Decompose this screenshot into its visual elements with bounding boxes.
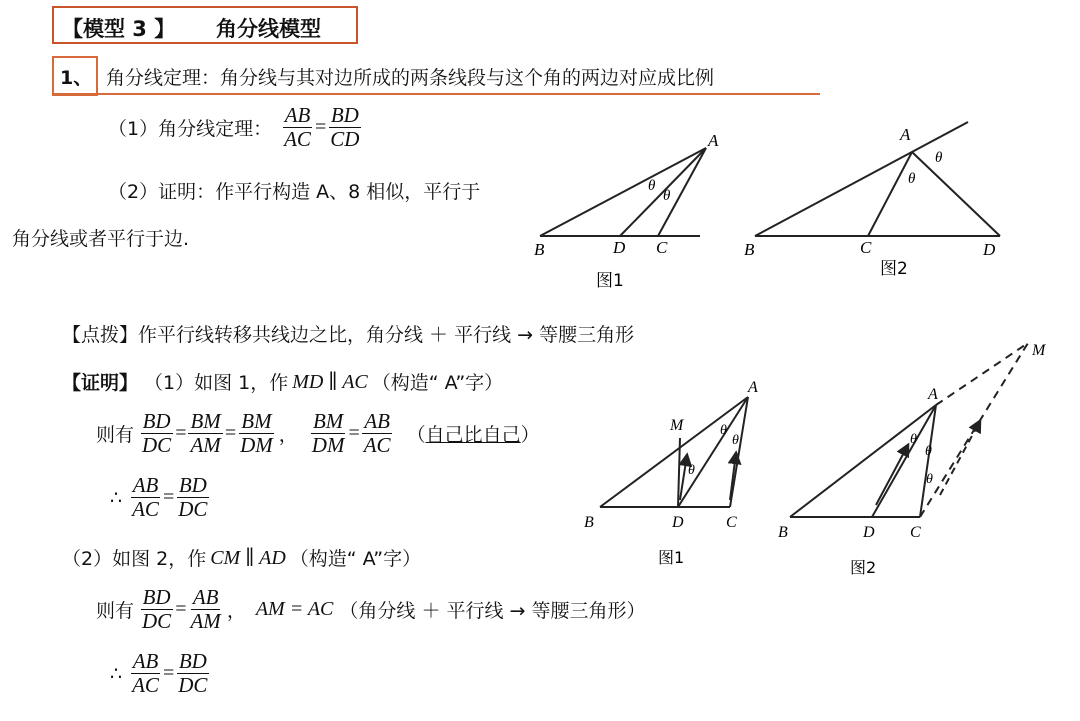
frac-num: BM <box>241 409 272 433</box>
label-b: B <box>744 240 755 259</box>
label-a: A <box>928 386 938 403</box>
theta-label: θ <box>926 472 933 487</box>
comma: ， <box>278 424 298 447</box>
label-a: A <box>748 379 758 396</box>
bottom-figure-1 <box>584 379 758 567</box>
frac-num: BM <box>190 409 221 433</box>
frac-den: DC <box>142 433 172 458</box>
theta-label: θ <box>720 423 727 438</box>
conclusion-1 <box>110 474 209 521</box>
frac-den: AC <box>132 673 159 698</box>
equals-sign: = <box>162 486 175 509</box>
model-title-box <box>52 6 358 44</box>
equals-sign: = <box>314 116 327 139</box>
frac-num: AB <box>132 649 159 673</box>
theta-label: θ <box>663 188 671 204</box>
am-equals-ac: AM = AC <box>255 598 334 621</box>
frac-num: BD <box>142 409 171 433</box>
parallel-md-ac: MD ∥ AC <box>292 371 368 393</box>
section-number: 1、 <box>60 67 93 89</box>
fraction-bd-cd <box>328 104 361 151</box>
equals-sign: = <box>162 662 175 685</box>
then-label: 则有 <box>96 600 135 623</box>
label-a: A <box>900 125 911 144</box>
top-figure-1 <box>534 131 719 291</box>
frac-num: BD <box>142 585 171 609</box>
tip-line: 【点拨】作平行线转移共线边之比，角分线 ＋ 平行线 → 等腰三角形 <box>62 324 635 346</box>
label-d: D <box>983 240 996 259</box>
top-figure-2 <box>744 122 1000 279</box>
top-figures <box>520 110 1020 295</box>
model-title: 角分线模型 <box>216 17 321 41</box>
label-c: C <box>656 238 668 257</box>
label-b: B <box>584 514 594 531</box>
proof-method-line1: （2）证明：作平行构造 A、8 相似，平行于 <box>108 181 481 203</box>
figure-caption: 图1 <box>658 548 685 567</box>
therefore-symbol: ∴ <box>110 486 123 509</box>
fraction <box>140 586 173 633</box>
fraction-ab-ac <box>282 104 313 151</box>
label-m: M <box>1032 342 1046 359</box>
fraction <box>176 474 209 521</box>
comma: ， <box>226 600 246 623</box>
theta-label: θ <box>908 171 916 187</box>
proof-step-1 <box>62 368 503 395</box>
theta-label: θ <box>935 150 943 166</box>
label-d: D <box>863 524 875 541</box>
figure-caption: 图2 <box>850 558 877 577</box>
frac-den: AC <box>132 497 159 522</box>
fraction <box>140 410 173 457</box>
frac-num: AB <box>192 585 219 609</box>
fraction <box>310 410 347 457</box>
section-heading: 角分线定理：角分线与其对边所成的两条线段与这个角的两边对应成比例 <box>106 67 715 89</box>
frac-num: AB <box>132 473 159 497</box>
label-d: D <box>672 514 684 531</box>
equals-sign: = <box>175 422 187 445</box>
proof-step-2-tail: （构造“ A”字） <box>289 548 422 570</box>
section-underline <box>52 93 820 95</box>
theorem-statement <box>108 104 361 151</box>
bottom-figures <box>570 335 1070 585</box>
fraction <box>130 474 161 521</box>
model-number: 【模型 3 】 <box>62 17 176 41</box>
proof-method-line2: 角分线或者平行于边. <box>12 228 190 250</box>
label-b: B <box>778 524 788 541</box>
theta-label: θ <box>648 178 656 194</box>
theta-label: θ <box>732 433 739 448</box>
label-d: D <box>613 238 626 257</box>
frac-num: AB <box>364 409 390 433</box>
label-a: A <box>708 131 719 150</box>
frac-num: BM <box>312 409 344 433</box>
proof-step-1-tail: （构造“ A”字） <box>371 372 504 394</box>
section-divider <box>96 56 98 94</box>
fraction <box>176 650 209 697</box>
equals-sign: = <box>224 422 237 445</box>
frac-den: AC <box>363 433 391 458</box>
frac-num: BD <box>178 649 207 673</box>
label-b: B <box>534 240 545 259</box>
frac-den: DM <box>240 433 273 458</box>
label-c: C <box>910 524 921 541</box>
label-m: M <box>670 417 684 434</box>
label-c: C <box>726 514 737 531</box>
frac-num: AB <box>284 103 311 127</box>
proof-head: 【证明】 <box>62 372 139 394</box>
frac-num: BD <box>178 473 207 497</box>
frac-den: CD <box>330 127 360 152</box>
paren-close: ） <box>520 424 540 447</box>
proof-step-2 <box>62 544 421 571</box>
frac-den: DC <box>178 673 208 698</box>
equals-sign: = <box>348 422 360 445</box>
therefore-symbol: ∴ <box>110 662 123 685</box>
self-ratio-note: 自己比自己 <box>425 424 521 447</box>
paren-open: （ <box>406 424 426 447</box>
theta-label: θ <box>688 463 695 478</box>
then-label: 则有 <box>96 424 135 447</box>
proof-equation-1 <box>96 410 540 457</box>
label-c: C <box>860 238 872 257</box>
equals-sign: = <box>175 598 187 621</box>
bottom-figure-2 <box>778 342 1047 577</box>
frac-den: DC <box>142 609 172 634</box>
fraction <box>188 410 222 457</box>
fraction <box>362 410 393 457</box>
fraction <box>130 650 161 697</box>
frac-den: AM <box>190 433 221 458</box>
frac-num: BD <box>330 103 359 127</box>
proof-step-2-text: （2）如图 2，作 <box>62 548 207 570</box>
fraction <box>238 410 275 457</box>
isosceles-reason: （角分线 ＋ 平行线 → 等腰三角形） <box>339 600 646 623</box>
conclusion-2 <box>110 650 209 697</box>
frac-den: DM <box>311 433 345 458</box>
theorem-label: （1）角分线定理： <box>108 118 273 141</box>
frac-den: AC <box>284 127 311 152</box>
frac-den: DC <box>178 497 208 522</box>
theta-label: θ <box>925 444 932 459</box>
figure-caption: 图2 <box>880 259 908 279</box>
frac-den: AM <box>190 609 221 634</box>
proof-step-1-text: （1）如图 1，作 <box>144 372 289 394</box>
parallel-cm-ad: CM ∥ AD <box>210 547 286 569</box>
fraction <box>188 586 222 633</box>
theta-label: θ <box>910 432 917 447</box>
figure-caption: 图1 <box>596 271 624 291</box>
proof-equation-2 <box>96 586 646 633</box>
